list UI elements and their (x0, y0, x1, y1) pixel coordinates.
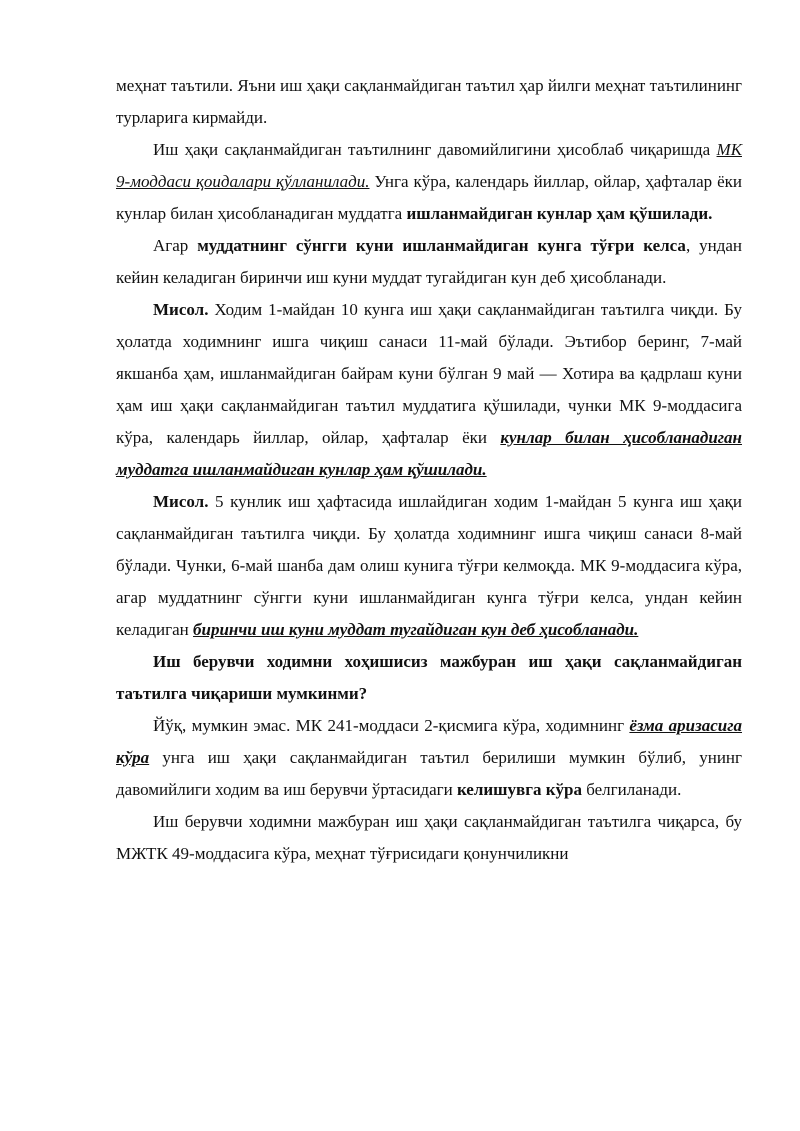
text-run: 5 кунлик иш ҳафтасида ишлайдиган ходим 1-майдан 5 кунга иш ҳақи сақланмайдиган таътилга чиқди. Бу ҳолатда ходимнинг ишга чиқиш санаси 8-май бўлади. Чунки, 6-май шанба дам олиш кунига тўғри келмоқда. МК 9-моддасига кўра, агар муддатнинг сўнгги куни ишланмайдиган кунга тўғри келса, ундан кейин келадиган (116, 492, 742, 639)
paragraph-last (116, 806, 742, 870)
text-run: Иш берувчи ходимни хоҳишисиз мажбуран иш ҳақи сақланмайдиган таътилга чиқариши мумкинми? (116, 652, 742, 703)
paragraph-3 (116, 230, 742, 294)
text-run: белгиланади. (581, 780, 682, 799)
paragraph-example-1 (116, 294, 742, 486)
text-run: Унга кўра, календарь йиллар, ойлар, ҳафталар ёки кунлар билан ҳисобланадиган муддатга (116, 172, 743, 223)
text-run: Агар (153, 236, 198, 255)
text-run: Ходим 1-майдан 10 кунга иш ҳақи сақланмайдиган таътилга чиқди. Бу ҳолатда ходимнинг ишга чиқиш санаси 11-май бўлади. Эътибор беринг, 7-май якшанба ҳам, ишланмайдиган байрам куни бўлган 9 май — Хотира ва қадрлаш куни ҳам иш ҳақи сақланмайдиган таътил муддатига қўшилади, чунки МК 9-моддасига кўра, календарь йиллар, ойлар, ҳафталар ёки (116, 300, 742, 447)
text-run: ишланмайдиган кунлар ҳам қўшилади. (406, 204, 713, 223)
text-run: унга иш ҳақи сақланмайдиган таътил берилиши мумкин бўлиб, унинг давомийлиги ходим ва иш берувчи ўртасидаги (116, 748, 742, 799)
text-run: , ундан кейин келадиган биринчи иш куни муддат тугайдиган кун деб ҳисобланади. (116, 236, 742, 287)
paragraph-1 (116, 70, 742, 134)
text-run: келишувга кўра (456, 780, 582, 799)
paragraph-answer (116, 710, 742, 806)
text-run: Мисол. (153, 492, 209, 511)
paragraph-example-2 (116, 486, 742, 646)
text-run: ёзма аризасига кўра (116, 716, 742, 767)
text-run: Йўқ, мумкин эмас. МК 241-моддаси 2-қисмига кўра, ходимнинг (153, 716, 630, 735)
text-run: Мисол. (153, 300, 209, 319)
text-run: Иш ҳақи сақланмайдиган таътилнинг давомийлигини ҳисоблаб чиқаришда (153, 140, 717, 159)
text-run: биринчи иш куни муддат тугайдиган кун деб ҳисобланади. (193, 620, 639, 639)
text-run: муддатнинг сўнгги куни ишланмайдиган кунга тўғри келса (197, 236, 686, 255)
text-run: кунлар билан ҳисобланадиган муддатга ишланмайдиган кунлар ҳам қўшилади. (116, 428, 742, 479)
paragraph-2 (116, 134, 742, 230)
text-run: Иш берувчи ходимни мажбуран иш ҳақи сақланмайдиган таътилга чиқарса, бу МЖТК 49-моддасига кўра, меҳнат тўғрисидаги қонунчиликни (116, 812, 742, 863)
text-run: меҳнат таътили. Яъни иш ҳақи сақланмайдиган таътил ҳар йилги меҳнат таътилининг турларига кирмайди. (116, 76, 742, 127)
question-heading (116, 646, 742, 710)
text-run: МК 9-моддаси қоидалари қўлланилади. (116, 140, 742, 191)
